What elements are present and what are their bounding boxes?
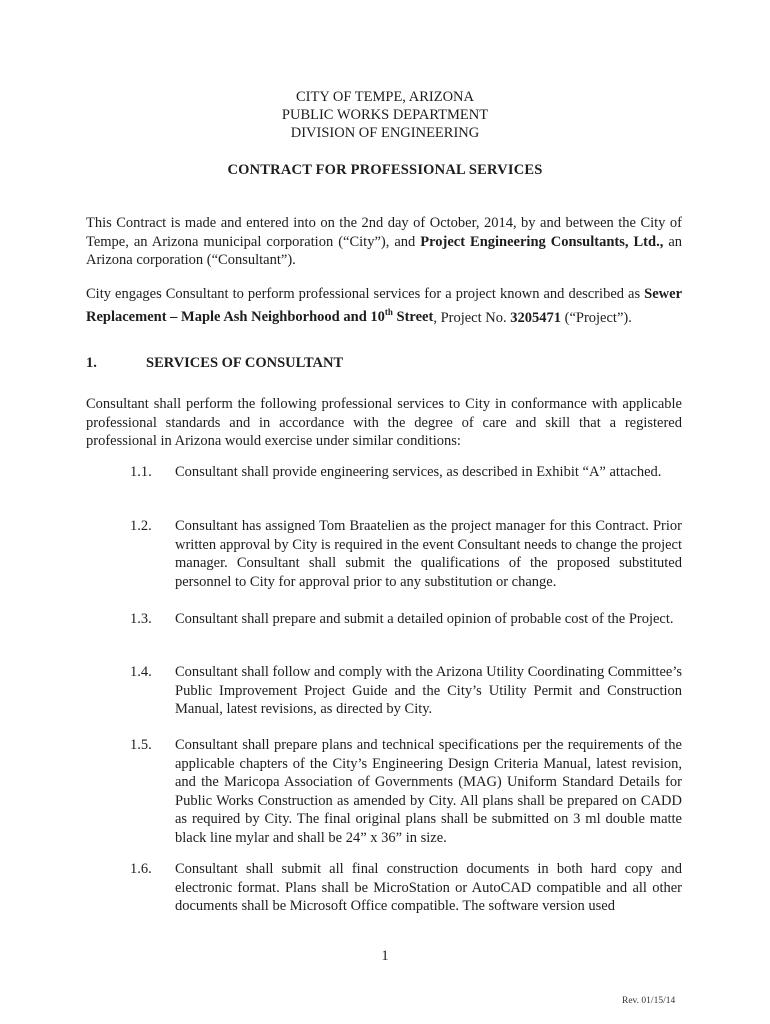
item-number: 1.2. bbox=[130, 518, 152, 534]
item-text: Consultant shall provide engineering services, as described in Exhibit “A” attached. bbox=[175, 464, 662, 480]
project-name-b: Street bbox=[392, 309, 434, 326]
project-name-a: Sewer Replacement – Maple Ash Neighborhood and 10 bbox=[86, 286, 682, 326]
item-text: Consultant has assigned Tom Braatelien as the project manager for this Contract. Prior written approval by City is required in the event Consultant needs to change the project manager. Consultant shall submit the qualifications of the proposed substituted personnel to City for approval prior to any substitution or change. bbox=[175, 518, 682, 590]
project-number: 3205471 bbox=[510, 309, 561, 326]
engagement-paragraph bbox=[86, 285, 682, 327]
section-heading bbox=[86, 355, 343, 372]
document-title: CONTRACT FOR PROFESSIONAL SERVICES bbox=[227, 162, 543, 178]
section-title: SERVICES OF CONSULTANT bbox=[146, 355, 344, 371]
engagement-text-2: , Project No. bbox=[433, 309, 511, 326]
item-number: 1.1. bbox=[130, 464, 152, 480]
header-city: CITY OF TEMPE, ARIZONA bbox=[295, 89, 475, 105]
intro-text-1: This Contract is made and entered into on the 2nd day of October, 2014, by and between the City of Tempe, an Arizona municipal corporation (“City”), and bbox=[86, 215, 682, 250]
intro-paragraph bbox=[86, 214, 682, 270]
item-number: 1.3. bbox=[130, 611, 152, 627]
item-text: Consultant shall submit all final construction documents in both hard copy and electronic format. Plans shall be MicroStation or AutoCAD compatible and all other documents shall be Microsoft Office compatible. The software version used bbox=[175, 861, 682, 914]
header-division: DIVISION OF ENGINEERING bbox=[290, 125, 480, 141]
header-department: PUBLIC WORKS DEPARTMENT bbox=[281, 107, 489, 123]
document-header bbox=[0, 88, 770, 142]
project-name-sup: th bbox=[384, 307, 393, 318]
section-intro: Consultant shall perform the following professional services to City in conformance with applicable professional standards and in accordance with the degree of care and skill that a registered professional in Arizona would exercise under similar conditions: bbox=[86, 396, 682, 449]
item-number: 1.5. bbox=[130, 737, 152, 753]
item-text: Consultant shall prepare plans and technical specifications per the requirements of the applicable chapters of the City’s Engineering Design Criteria Manual, latest revision, and the Maricopa Association of Governments (MAG) Uniform Standard Details for Public Works Construction as amended by City. All plans shall be prepared on CADD as required by City. The final original plans shall be submitted on 3 ml double matte black line mylar and shall be 24” x 36” in size. bbox=[175, 737, 682, 846]
engagement-text-3: (“Project”). bbox=[560, 309, 632, 326]
item-text: Consultant shall prepare and submit a detailed opinion of probable cost of the Project. bbox=[175, 611, 674, 627]
item-number: 1.6. bbox=[130, 861, 152, 877]
page-number: 1 bbox=[381, 948, 389, 964]
consultant-name: Project Engineering Consultants, Ltd., bbox=[420, 233, 664, 250]
engagement-text-1: City engages Consultant to perform professional services for a project known and described as bbox=[86, 286, 645, 302]
revision-date: Rev. 01/15/14 bbox=[622, 996, 676, 1006]
item-text: Consultant shall follow and comply with the Arizona Utility Coordinating Committee’s Public Improvement Project Guide and the City’s Utility Permit and Construction Manual, latest revisions, as directed by City. bbox=[175, 664, 682, 717]
item-number: 1.4. bbox=[130, 664, 152, 680]
section-number: 1. bbox=[86, 355, 97, 371]
intro-text-2: an Arizona corporation (“Consultant”). bbox=[86, 233, 682, 268]
